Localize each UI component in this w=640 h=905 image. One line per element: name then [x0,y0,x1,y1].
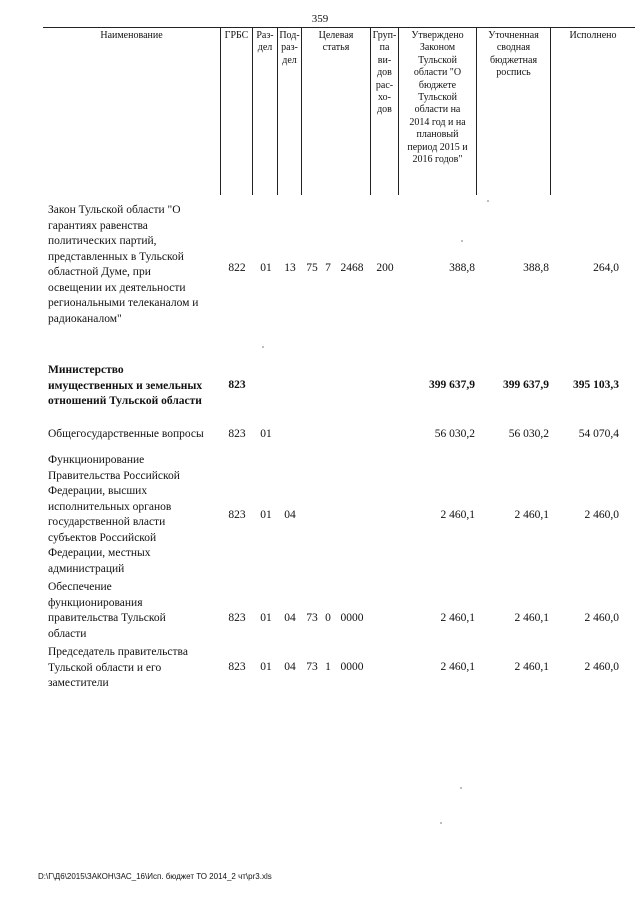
row-approved: 2 460,1 [440,509,475,521]
scan-speck [262,346,264,348]
row-name: Функционирование Правительства Российской Федерации, высших исполнительных органов государственной власти субъектов Российской Федерации, местных администраций [48,454,180,575]
row-name: Обеспечение функционирования правительства Тульской области [48,581,166,640]
row-cs1: 75 [306,262,318,274]
row-name: Министерство имущественных и земельных отношений Тульской области [48,364,203,407]
scan-speck [487,200,489,202]
row-grbs: 823 [228,509,246,521]
row-executed: 2 460,0 [584,509,619,521]
row-revised: 388,8 [523,262,549,274]
row-cs3: 2468 [340,262,364,274]
row-podrazdel: 13 [284,262,296,274]
row-revised: 2 460,1 [514,509,549,521]
header-name: Наименование [43,28,221,195]
row-revised: 56 030,2 [508,428,549,440]
scan-speck [460,787,462,789]
row-cs3: 0000 [340,612,364,624]
row-cs2: 0 [325,612,331,624]
header-ispolneno: Исполнено [569,30,617,41]
row-podrazdel: 04 [284,661,296,673]
header-podrazdel: Под- раз- дел [278,28,302,195]
row-grbs: 823 [228,428,246,440]
row-grbs: 823 [228,612,246,624]
header-tselevaya: Целевая статья [302,28,371,195]
header-grbs: ГРБС [221,28,253,195]
row-podrazdel: 04 [284,612,296,624]
row-razdel: 01 [260,509,272,521]
row-cs2: 7 [325,262,331,274]
row-name: Общегосударственные вопросы [48,428,204,440]
row-approved: 399 637,9 [429,379,475,391]
row-executed: 264,0 [593,262,619,274]
row-grbs: 822 [228,262,246,274]
row-executed: 54 070,4 [578,428,619,440]
scan-speck [461,240,463,242]
row-approved: 2 460,1 [440,661,475,673]
header-gruppa: Груп- па ви- дов рас- хо- дов [371,28,399,195]
row-name: Закон Тульской области "О гарантиях равенства политических партий, представленных в Тульской областной Думе, при освещении их деятельности региональными телеканалом и радиоканалом" [48,204,199,325]
footer-file-path: D:\Г\Д6\2015\ЗАКОН\ЗАС_16\Исп. бюджет ТО 2014_2 чт\pr3.xls [38,872,272,881]
header-utverzhdeno: Утверждено Законом Тульской области "О бюджете Тульской области на 2014 год и на плановый период 2015 и 2016 годов" [399,28,477,195]
row-revised: 399 637,9 [503,379,549,391]
row-executed: 2 460,0 [584,661,619,673]
row-grbs: 823 [228,661,246,673]
row-razdel: 01 [260,661,272,673]
row-razdel: 01 [260,262,272,274]
header-utochnennaya: Уточненная сводная бюджетная роспись [477,28,551,195]
scan-speck [440,822,442,824]
row-razdel: 01 [260,428,272,440]
row-revised: 2 460,1 [514,661,549,673]
row-executed: 395 103,3 [573,379,619,391]
header-razdel: Раз- дел [253,28,278,195]
row-vr: 200 [376,262,394,274]
row-revised: 2 460,1 [514,612,549,624]
row-cs3: 0000 [340,661,364,673]
row-razdel: 01 [260,612,272,624]
row-approved: 388,8 [449,262,475,274]
page-number: 359 [311,13,329,25]
row-approved: 56 030,2 [434,428,475,440]
row-approved: 2 460,1 [440,612,475,624]
row-name: Председатель правительства Тульской области и его заместители [48,646,188,689]
row-cs1: 73 [306,612,318,624]
row-executed: 2 460,0 [584,612,619,624]
row-cs1: 73 [306,661,318,673]
row-cs2: 1 [325,661,331,673]
row-grbs: 823 [228,379,246,391]
row-podrazdel: 04 [284,509,296,521]
